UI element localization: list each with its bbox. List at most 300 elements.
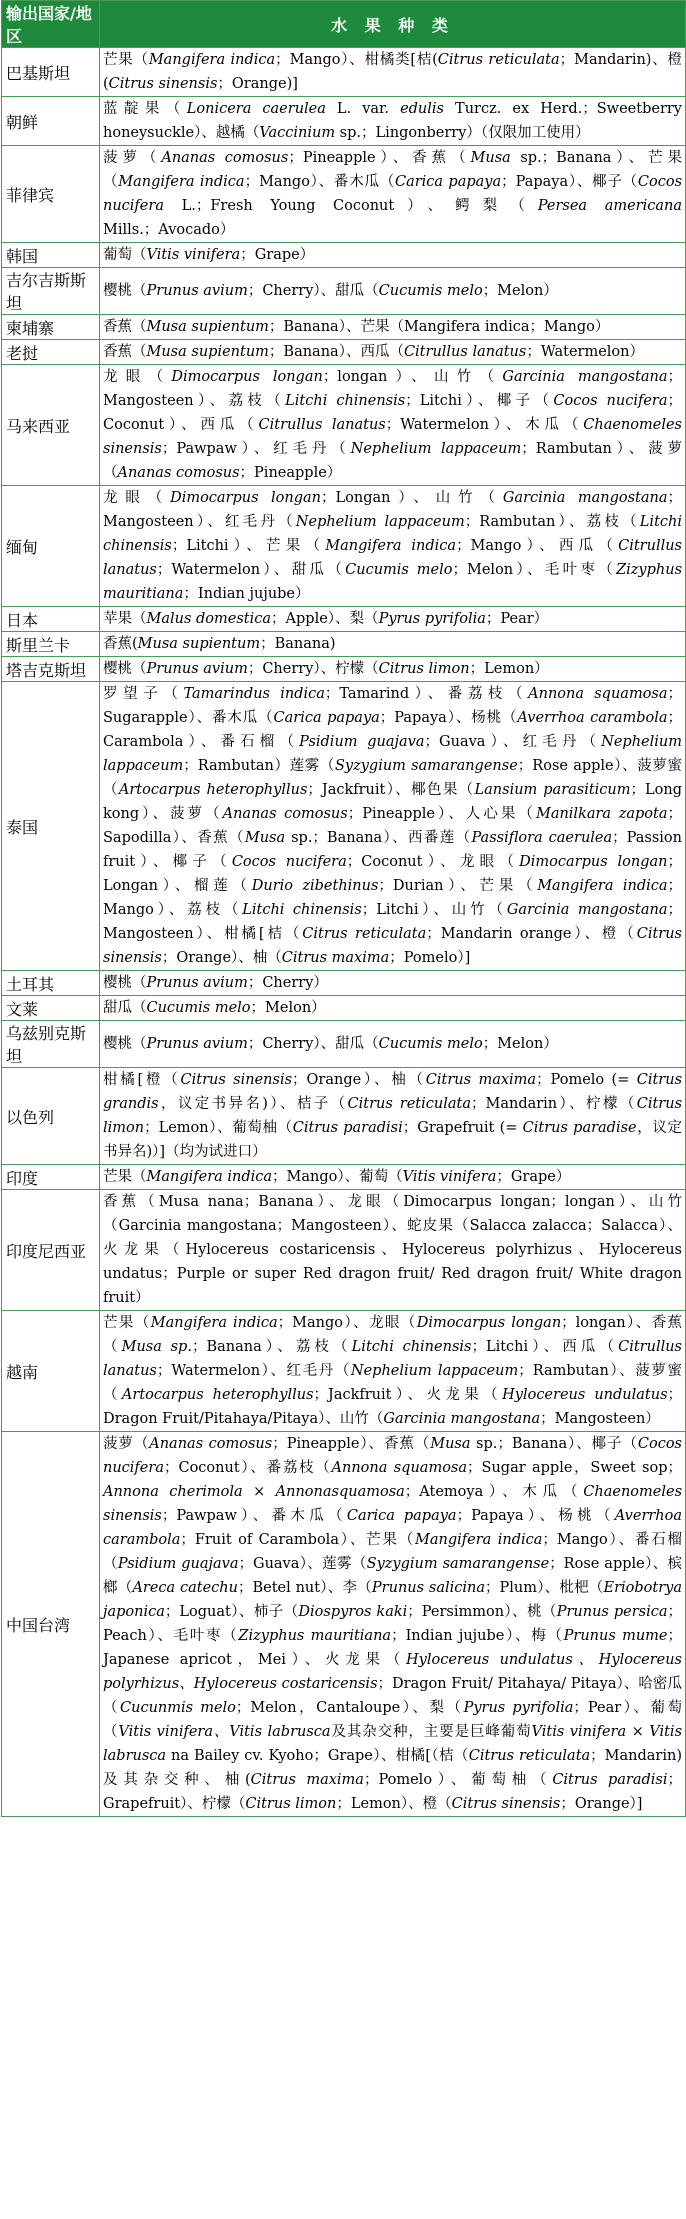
fruit-text: ；Grape）	[496, 1169, 571, 1185]
table-row	[2, 48, 686, 97]
fruit-text: ；Orange)]	[217, 76, 298, 92]
fruit-text: 罗望子（	[103, 686, 184, 702]
fruit-text: ；Litchi）、椰子（	[405, 393, 554, 409]
latin-name: Nephelium lappaceum	[350, 1363, 519, 1379]
latin-name: Pyrus pyrifolia	[463, 1700, 574, 1716]
latin-name: Prunus mume	[563, 1628, 668, 1644]
latin-name: Litchi chinensis	[285, 393, 406, 409]
fruit-text: ；Longan）、榴莲（	[103, 854, 682, 894]
latin-name: Ananas comosus	[149, 1436, 273, 1452]
country-cell: 日本	[2, 607, 100, 632]
latin-name: Zizyphus mauritiana	[238, 1628, 392, 1644]
latin-name: Annona squamosa	[331, 1460, 468, 1476]
fruit-text: ；Banana）、荔枝（	[191, 1339, 352, 1355]
fruit-text: ；Betel nut）、李（	[237, 1580, 372, 1596]
fruit-text: ；Mandarin orange）、橙（	[426, 926, 637, 942]
country-cell: 泰国	[2, 682, 100, 971]
latin-name: Lonicera caerulea	[186, 101, 326, 117]
latin-name: Citrus reticulata	[302, 926, 427, 942]
fruit-text: ；Banana）、芒果（Mangifera indica；Mango）	[268, 319, 610, 335]
fruit-text: ；Dragon Fruit/Pitahaya/Pitaya）、山竹（	[103, 1387, 683, 1427]
fruit-text: ；Melon）、毛叶枣（	[452, 562, 617, 578]
latin-name: Musa	[470, 150, 511, 166]
fruit-text: ×	[242, 1484, 276, 1500]
fruit-text: ；Melon）	[482, 1036, 558, 1052]
fruit-text: ；Pineapple）、香蕉（	[288, 150, 471, 166]
fruit-cell	[100, 607, 686, 632]
table-header-row	[2, 1, 686, 48]
latin-name: Garcinia mangostana	[506, 902, 668, 918]
latin-name: Annonasquamosa	[275, 1484, 405, 1500]
fruit-text: ；Banana)	[260, 636, 336, 652]
fruit-text: 菠萝（	[103, 1436, 150, 1452]
fruit-text: ；Papaya）、杨桃（	[379, 710, 518, 726]
fruit-cell	[100, 1021, 686, 1068]
fruit-text: 芒果（	[103, 1315, 151, 1331]
fruit-text: ；Apple）、梨（	[271, 611, 379, 627]
fruit-text: ；Pear）、葡萄（	[103, 1700, 683, 1740]
header-country: 输出国家/地区	[2, 1, 100, 48]
fruit-text: ；Plum）、枇杷（	[485, 1580, 604, 1596]
table-row	[2, 365, 686, 486]
fruit-text: ；Dragon Fruit/ Pitahaya/ Pitaya）、哈密瓜（	[103, 1676, 682, 1716]
fruit-text: ；Mangosteen）、柑橘[桔（	[103, 902, 682, 942]
country-cell: 菲律宾	[2, 146, 100, 243]
latin-name: Cucumis melo	[378, 1036, 483, 1052]
fruit-text: ；Mango）、葡萄（	[272, 1169, 403, 1185]
fruit-text: ；Pomelo (=	[536, 1072, 637, 1088]
fruit-cell	[100, 486, 686, 607]
fruit-text: ；Fruit of Carambola）、芒果（	[180, 1532, 416, 1548]
fruit-text: ；Durian）、芒果（	[378, 878, 538, 894]
fruit-text: ；Peach）、毛叶枣（	[103, 1604, 682, 1644]
country-cell: 越南	[2, 1311, 100, 1432]
fruit-cell	[100, 243, 686, 268]
latin-name: Hylocereus undulatus	[502, 1387, 668, 1403]
fruit-text: ；Banana）、西瓜（	[268, 344, 404, 360]
latin-name: Citrus limon	[103, 1096, 683, 1136]
fruit-text: ；Lemon）、橙（	[336, 1796, 452, 1812]
latin-name: Nephelium lappaceum	[103, 734, 682, 774]
fruit-text: ；Grape）	[240, 247, 315, 263]
fruit-text: ；Pear）	[485, 611, 549, 627]
fruit-cell	[100, 1068, 686, 1165]
fruit-text: ；Melon，Cantaloupe）、梨（	[235, 1700, 464, 1716]
fruit-text: ；Sugar apple，Sweet sop；	[467, 1460, 683, 1476]
latin-name: Mangifera indica	[150, 1315, 278, 1331]
latin-name: Litchi chinensis	[103, 514, 682, 554]
country-cell: 斯里兰卡	[2, 632, 100, 657]
fruit-text: sp.；Banana）、西番莲（	[285, 830, 472, 846]
fruit-cell	[100, 682, 686, 971]
latin-name: Ananas comosus	[222, 806, 348, 822]
country-cell: 土耳其	[2, 971, 100, 996]
fruit-cell	[100, 146, 686, 243]
latin-name: Cucumis melo	[345, 562, 453, 578]
latin-name: Artocarpus heterophyllus	[118, 782, 308, 798]
fruit-cell	[100, 971, 686, 996]
latin-name: Cocos nucifera	[103, 1436, 682, 1476]
latin-name: Mangifera indica	[148, 52, 276, 68]
fruit-text: Turcz. ex Herd.；Sweetberry honeysuckle）、越橘（	[103, 101, 682, 141]
fruit-text: ；Rambutan）莲雾（	[183, 758, 335, 774]
latin-name: Citrullus lanatus	[258, 417, 386, 433]
fruit-text: ；Mango）、西瓜（	[456, 538, 619, 554]
latin-name: Citrus paradisi	[552, 1772, 668, 1788]
fruit-text: ；Lemon）、葡萄柚（	[144, 1120, 293, 1136]
fruit-text: ；Cherry）	[247, 975, 328, 991]
fruit-text: ；Pawpaw）、番木瓜（	[161, 1508, 347, 1524]
fruit-text: 香蕉(	[103, 636, 138, 652]
latin-name: Garcinia mangostana	[502, 369, 668, 385]
latin-name: Mangifera indica	[146, 1169, 273, 1185]
fruit-text: 葡萄（	[103, 247, 147, 263]
latin-name: Citrus paradisi	[292, 1120, 403, 1136]
latin-name: Areca catechu	[132, 1580, 238, 1596]
fruit-text: ；Pineapple）、人心果（	[347, 806, 536, 822]
latin-name: Citrullus lanatus	[403, 344, 527, 360]
fruit-text: ；Mango）、荔枝（	[103, 878, 682, 918]
latin-name: Vitis vinifera × Vitis labrusca	[103, 1724, 683, 1764]
fruit-text: ；Grapefruit）、柠檬（	[103, 1772, 682, 1812]
latin-name: Garcinia mangostana	[383, 1411, 541, 1427]
fruit-text: ；Papaya）、椰子（	[501, 174, 638, 190]
latin-name: Ananas comosus	[161, 150, 289, 166]
fruit-cell	[100, 97, 686, 146]
latin-name: Artocarpus heterophyllus	[121, 1387, 314, 1403]
fruit-text: ；Mandarin)及其杂交种、柚(	[103, 1748, 682, 1788]
fruit-text: 芒果（	[103, 1169, 147, 1185]
fruit-text: ；Long kong）、菠萝（	[103, 782, 683, 822]
latin-name: Citrus sinensis	[103, 926, 682, 966]
country-cell: 中国台湾	[2, 1432, 100, 1817]
latin-name: Vitis vinifera	[402, 1169, 497, 1185]
fruit-text: ；Mangosteen）	[540, 1411, 660, 1427]
table-row	[2, 243, 686, 268]
latin-name: Prunus avium	[146, 1036, 248, 1052]
table-row	[2, 1021, 686, 1068]
fruit-text: ；Orange）]	[560, 1796, 643, 1812]
latin-name: Citrus maxima	[425, 1072, 537, 1088]
latin-name: edulis	[400, 101, 444, 117]
latin-name: Mangifera indica	[415, 1532, 543, 1548]
latin-name: Musa supientum	[146, 319, 269, 335]
latin-name: Vaccinium	[259, 125, 336, 141]
latin-name: Averrhoa carambola	[517, 710, 668, 726]
latin-name: Vitis vinifera、Vitis labrusca	[118, 1724, 331, 1740]
latin-name: Citrus maxima	[281, 950, 390, 966]
latin-name: Psidium guajava	[117, 1556, 239, 1572]
fruit-text: ；Orange）、柚（	[292, 1072, 426, 1088]
latin-name: Diospyros kaki	[298, 1604, 408, 1620]
fruit-text: ；Pineapple）、香蕉（	[272, 1436, 431, 1452]
latin-name: Cucunmis melo	[120, 1700, 236, 1716]
latin-name: Nephelium lappaceum	[295, 514, 465, 530]
latin-name: Dimocarpus longan	[519, 854, 668, 870]
fruit-text: 柑橘[橙（	[103, 1072, 181, 1088]
latin-name: Zizyphus mauritiana	[103, 562, 683, 602]
fruit-text: ；Orange）、柚（	[161, 950, 282, 966]
table-row	[2, 682, 686, 971]
latin-name: Citrus paradise	[522, 1120, 637, 1136]
fruit-text: 龙眼（	[103, 369, 172, 385]
latin-name: Citrus limon	[378, 661, 470, 677]
fruit-cell	[100, 315, 686, 340]
latin-name: Dimocarpus longan	[170, 490, 321, 506]
latin-name: Persea americana	[537, 198, 683, 214]
fruit-text: sp.；Banana）、椰子（	[470, 1436, 638, 1452]
fruit-text: ；Mango）、柑橘类[桔(	[275, 52, 438, 68]
table-row	[2, 486, 686, 607]
fruit-text: ；Mango）、番石榴（	[103, 1532, 683, 1572]
fruit-text: ；Mandarin）、柠檬（	[470, 1096, 637, 1112]
fruit-text: 樱桃（	[103, 975, 147, 991]
latin-name: Carica papaya	[346, 1508, 457, 1524]
fruit-text: ；Guava）、红毛丹（	[424, 734, 602, 750]
fruit-text: ；Jackfruit）、椰色果（	[307, 782, 475, 798]
table-row	[2, 632, 686, 657]
latin-name: Litchi chinensis	[242, 902, 362, 918]
table-row	[2, 657, 686, 682]
latin-name: Mangifera indica	[325, 538, 457, 554]
fruit-text: ；Carambola）、番石榴（	[103, 710, 683, 750]
fruit-access-table	[1, 0, 686, 1817]
fruit-text: ；Lemon）	[469, 661, 549, 677]
fruit-text: ；Cherry）、甜瓜（	[247, 1036, 379, 1052]
fruit-text: 香蕉（	[103, 319, 147, 335]
fruit-text: ；Tamarind）、番荔枝（	[324, 686, 529, 702]
fruit-text: 香蕉（	[103, 344, 147, 360]
fruit-text: 蓝靛果（	[103, 101, 187, 117]
fruit-text: ；Cherry）、甜瓜（	[247, 283, 379, 299]
fruit-text: ；Japanese apricot，Mei）、火龙果（	[103, 1628, 682, 1668]
fruit-text: ；Grapefruit (=	[402, 1120, 523, 1136]
table-row	[2, 1068, 686, 1165]
country-cell: 韩国	[2, 243, 100, 268]
fruit-text: ；Mango）、龙眼（	[277, 1315, 417, 1331]
fruit-cell	[100, 48, 686, 97]
country-cell: 柬埔寨	[2, 315, 100, 340]
latin-name: Prunus persica	[556, 1604, 668, 1620]
fruit-text: ；longan）、香蕉（	[103, 1315, 683, 1355]
latin-name: Mangifera indica	[537, 878, 668, 894]
latin-name: Citrus sinensis	[108, 76, 218, 92]
fruit-text: ，议定书异名)）、桔子（	[158, 1096, 348, 1112]
fruit-text: ；Persimmon）、桃（	[407, 1604, 557, 1620]
latin-name: Musa	[244, 830, 286, 846]
latin-name: Averrhoa carambola	[103, 1508, 683, 1548]
fruit-text: ；Mango）、番木瓜（	[244, 174, 395, 190]
country-cell: 老挝	[2, 340, 100, 365]
fruit-cell	[100, 1432, 686, 1817]
latin-name: Manilkara zapota	[535, 806, 668, 822]
fruit-text: ；Cherry）、柠檬（	[247, 661, 379, 677]
latin-name: Prunus salicina	[371, 1580, 485, 1596]
fruit-text: ；Sugarapple）、番木瓜（	[103, 686, 683, 726]
fruit-text: ；Rambutan）、荔枝（	[464, 514, 640, 530]
latin-name: Citrullus lanatus	[103, 538, 682, 578]
fruit-text: ；Coconut）、番荔枝（	[163, 1460, 332, 1476]
table-row	[2, 146, 686, 243]
latin-name: Passiflora caerulea	[471, 830, 613, 846]
country-cell: 以色列	[2, 1068, 100, 1165]
latin-name: Psidium guajava	[299, 734, 425, 750]
latin-name: Musa sp.	[121, 1339, 192, 1355]
latin-name: Cocos nucifera	[103, 174, 683, 214]
latin-name: Cucumis melo	[146, 1000, 251, 1016]
fruit-text: L.；Fresh Young Coconut）、鳄梨（	[163, 198, 538, 214]
table-row	[2, 607, 686, 632]
fruit-cell	[100, 1190, 686, 1311]
fruit-text: ；Melon）	[250, 1000, 326, 1016]
fruit-text: ；Pineapple）	[239, 465, 342, 481]
fruit-text: 樱桃（	[103, 283, 147, 299]
latin-name: Citrus reticulata	[437, 52, 560, 68]
latin-name: Syzygium samarangense	[334, 758, 518, 774]
fruit-text: ；Litchi）、山竹（	[361, 902, 507, 918]
fruit-text: ；Papaya）、杨桃（	[456, 1508, 615, 1524]
table-row	[2, 1165, 686, 1190]
fruit-text: 及其杂交种，主要是巨峰葡萄	[330, 1724, 532, 1740]
header-fruit: 水 果 种 类	[100, 1, 686, 48]
fruit-text: ；Indian jujube）	[183, 586, 310, 602]
fruit-text: ；longan）、山竹（	[322, 369, 503, 385]
fruit-text: ；Rambutan）、菠萝（	[103, 441, 683, 481]
country-cell: 朝鲜	[2, 97, 100, 146]
latin-name: Musa	[430, 1436, 471, 1452]
latin-name: Carica papaya	[394, 174, 502, 190]
fruit-text: ，议定书异名)）]（均为试进口）	[103, 1120, 682, 1160]
latin-name: Eriobotrya japonica	[103, 1580, 683, 1620]
latin-name: Citrus maxima	[250, 1772, 364, 1788]
fruit-text: ；Mangosteen）、红毛丹（	[103, 490, 682, 530]
fruit-text: 香蕉（Musa nana；Banana）、龙眼（Dimocarpus longan；longan）、山竹（Garcinia mangostana；Mangosteen）、蛇皮果（Salacca zalacca；Salacca）、火龙果（Hylocereus costaricensis、Hylocereus polyrhizus、Hylocereus undatus；Purple or super Red dragon fruit/ Red dragon fruit/ White dragon fruit）	[103, 1194, 682, 1306]
country-cell: 印度	[2, 1165, 100, 1190]
fruit-text: 樱桃（	[103, 1036, 147, 1052]
latin-name: Chaenomeles sinensis	[103, 417, 682, 457]
fruit-cell	[100, 340, 686, 365]
latin-name: Pyrus pyrifolia	[378, 611, 486, 627]
table-row	[2, 315, 686, 340]
fruit-text: sp.；Lingonberry）（仅限加工使用）	[335, 125, 590, 141]
latin-name: Carica papaya	[273, 710, 380, 726]
fruit-text: 菠萝（	[103, 150, 162, 166]
latin-name: Annona cherimola	[103, 1484, 243, 1500]
table-row	[2, 97, 686, 146]
latin-name: Prunus avium	[146, 975, 248, 991]
fruit-text: ；Watermelon）、木瓜（	[385, 417, 584, 433]
latin-name: Annona squamosa	[528, 686, 668, 702]
fruit-text: sp.；Banana）、芒果（	[103, 150, 682, 190]
latin-name: Citrullus lanatus	[103, 1339, 682, 1379]
latin-name: Vitis vinifera	[146, 247, 241, 263]
fruit-text: ；Jackfruit）、火龙果（	[313, 1387, 503, 1403]
latin-name: Citrus reticulata	[468, 1748, 591, 1764]
fruit-text: ；Watermelon）、红毛丹（	[156, 1363, 351, 1379]
country-cell: 印度尼西亚	[2, 1190, 100, 1311]
latin-name: Citrus grandis	[103, 1072, 683, 1112]
fruit-text: ；Mangosteen）、荔枝（	[103, 369, 682, 409]
fruit-cell	[100, 1311, 686, 1432]
latin-name: Musa supientum	[137, 636, 261, 652]
fruit-text: ；Watermelon）	[526, 344, 644, 360]
fruit-text: ；Litchi）、西瓜（	[471, 1339, 619, 1355]
fruit-cell	[100, 996, 686, 1021]
fruit-text: ；Litchi）、芒果（	[171, 538, 326, 554]
country-cell: 乌兹别克斯坦	[2, 1021, 100, 1068]
latin-name: Citrus sinensis	[451, 1796, 561, 1812]
latin-name: Hylocereus undulatus、Hylocereus polyrhizus、Hylocereus costaricensis	[103, 1652, 682, 1692]
fruit-text: ；Rambutan）、菠萝蜜（	[103, 1363, 682, 1403]
fruit-cell	[100, 365, 686, 486]
latin-name: Litchi chinensis	[351, 1339, 472, 1355]
fruit-text: Mills.；Avocado）	[103, 222, 235, 238]
country-cell: 吉尔吉斯斯坦	[2, 268, 100, 315]
latin-name: Cucumis melo	[378, 283, 483, 299]
table-row	[2, 1311, 686, 1432]
fruit-text: ；Loguat）、柿子（	[164, 1604, 299, 1620]
fruit-text: ；Atemoya）、木瓜（	[404, 1484, 584, 1500]
latin-name: Chaenomeles sinensis	[103, 1484, 683, 1524]
fruit-cell	[100, 1165, 686, 1190]
latin-name: Ananas comosus	[117, 465, 240, 481]
fruit-cell	[100, 268, 686, 315]
fruit-text: ；Passion fruit）、椰子（	[103, 830, 682, 870]
country-cell: 马来西亚	[2, 365, 100, 486]
fruit-text: L. var.	[325, 101, 401, 117]
table-row	[2, 996, 686, 1021]
latin-name: Lansium parasiticum	[474, 782, 631, 798]
latin-name: Mangifera indica	[118, 174, 245, 190]
latin-name: Prunus avium	[146, 283, 248, 299]
fruit-text: ；Pawpaw）、红毛丹（	[161, 441, 351, 457]
fruit-text: ；Sapodilla）、香蕉（	[103, 806, 682, 846]
fruit-text: na Bailey cv. Kyoho；Grape）、柑橘[（桔（	[166, 1748, 469, 1764]
table-row	[2, 268, 686, 315]
latin-name: Dimocarpus longan	[416, 1315, 562, 1331]
country-cell: 缅甸	[2, 486, 100, 607]
fruit-text: ；Indian jujube）、梅（	[391, 1628, 564, 1644]
table-row	[2, 1190, 686, 1311]
latin-name: Prunus avium	[146, 661, 248, 677]
fruit-text: ；Coconut）、龙眼（	[346, 854, 520, 870]
latin-name: Musa supientum	[146, 344, 269, 360]
fruit-text: ；Rose apple）、槟榔（	[103, 1556, 682, 1596]
country-cell: 塔吉克斯坦	[2, 657, 100, 682]
latin-name: Citrus reticulata	[347, 1096, 471, 1112]
latin-name: Citrus sinensis	[180, 1072, 293, 1088]
latin-name: Cocos nucifera	[553, 393, 668, 409]
fruit-text: ；Coconut）、西瓜（	[103, 393, 682, 433]
table-row	[2, 340, 686, 365]
country-cell: 巴基斯坦	[2, 48, 100, 97]
fruit-text: ；Melon）	[482, 283, 558, 299]
fruit-text: ；Watermelon）、甜瓜（	[156, 562, 346, 578]
fruit-text: ；Mandarin)、橙(	[103, 52, 683, 92]
fruit-text: ；Pomelo）、葡萄柚（	[363, 1772, 553, 1788]
fruit-cell	[100, 632, 686, 657]
latin-name: Cocos nucifera	[231, 854, 347, 870]
country-cell: 文莱	[2, 996, 100, 1021]
table-row	[2, 1432, 686, 1817]
fruit-text: 苹果（	[103, 611, 147, 627]
fruit-cell	[100, 657, 686, 682]
fruit-text: ；Guava）、莲雾（	[238, 1556, 367, 1572]
latin-name: Durio zibethinus	[251, 878, 379, 894]
latin-name: Dimocarpus longan	[171, 369, 323, 385]
table-row	[2, 971, 686, 996]
fruit-text: 甜瓜（	[103, 1000, 147, 1016]
